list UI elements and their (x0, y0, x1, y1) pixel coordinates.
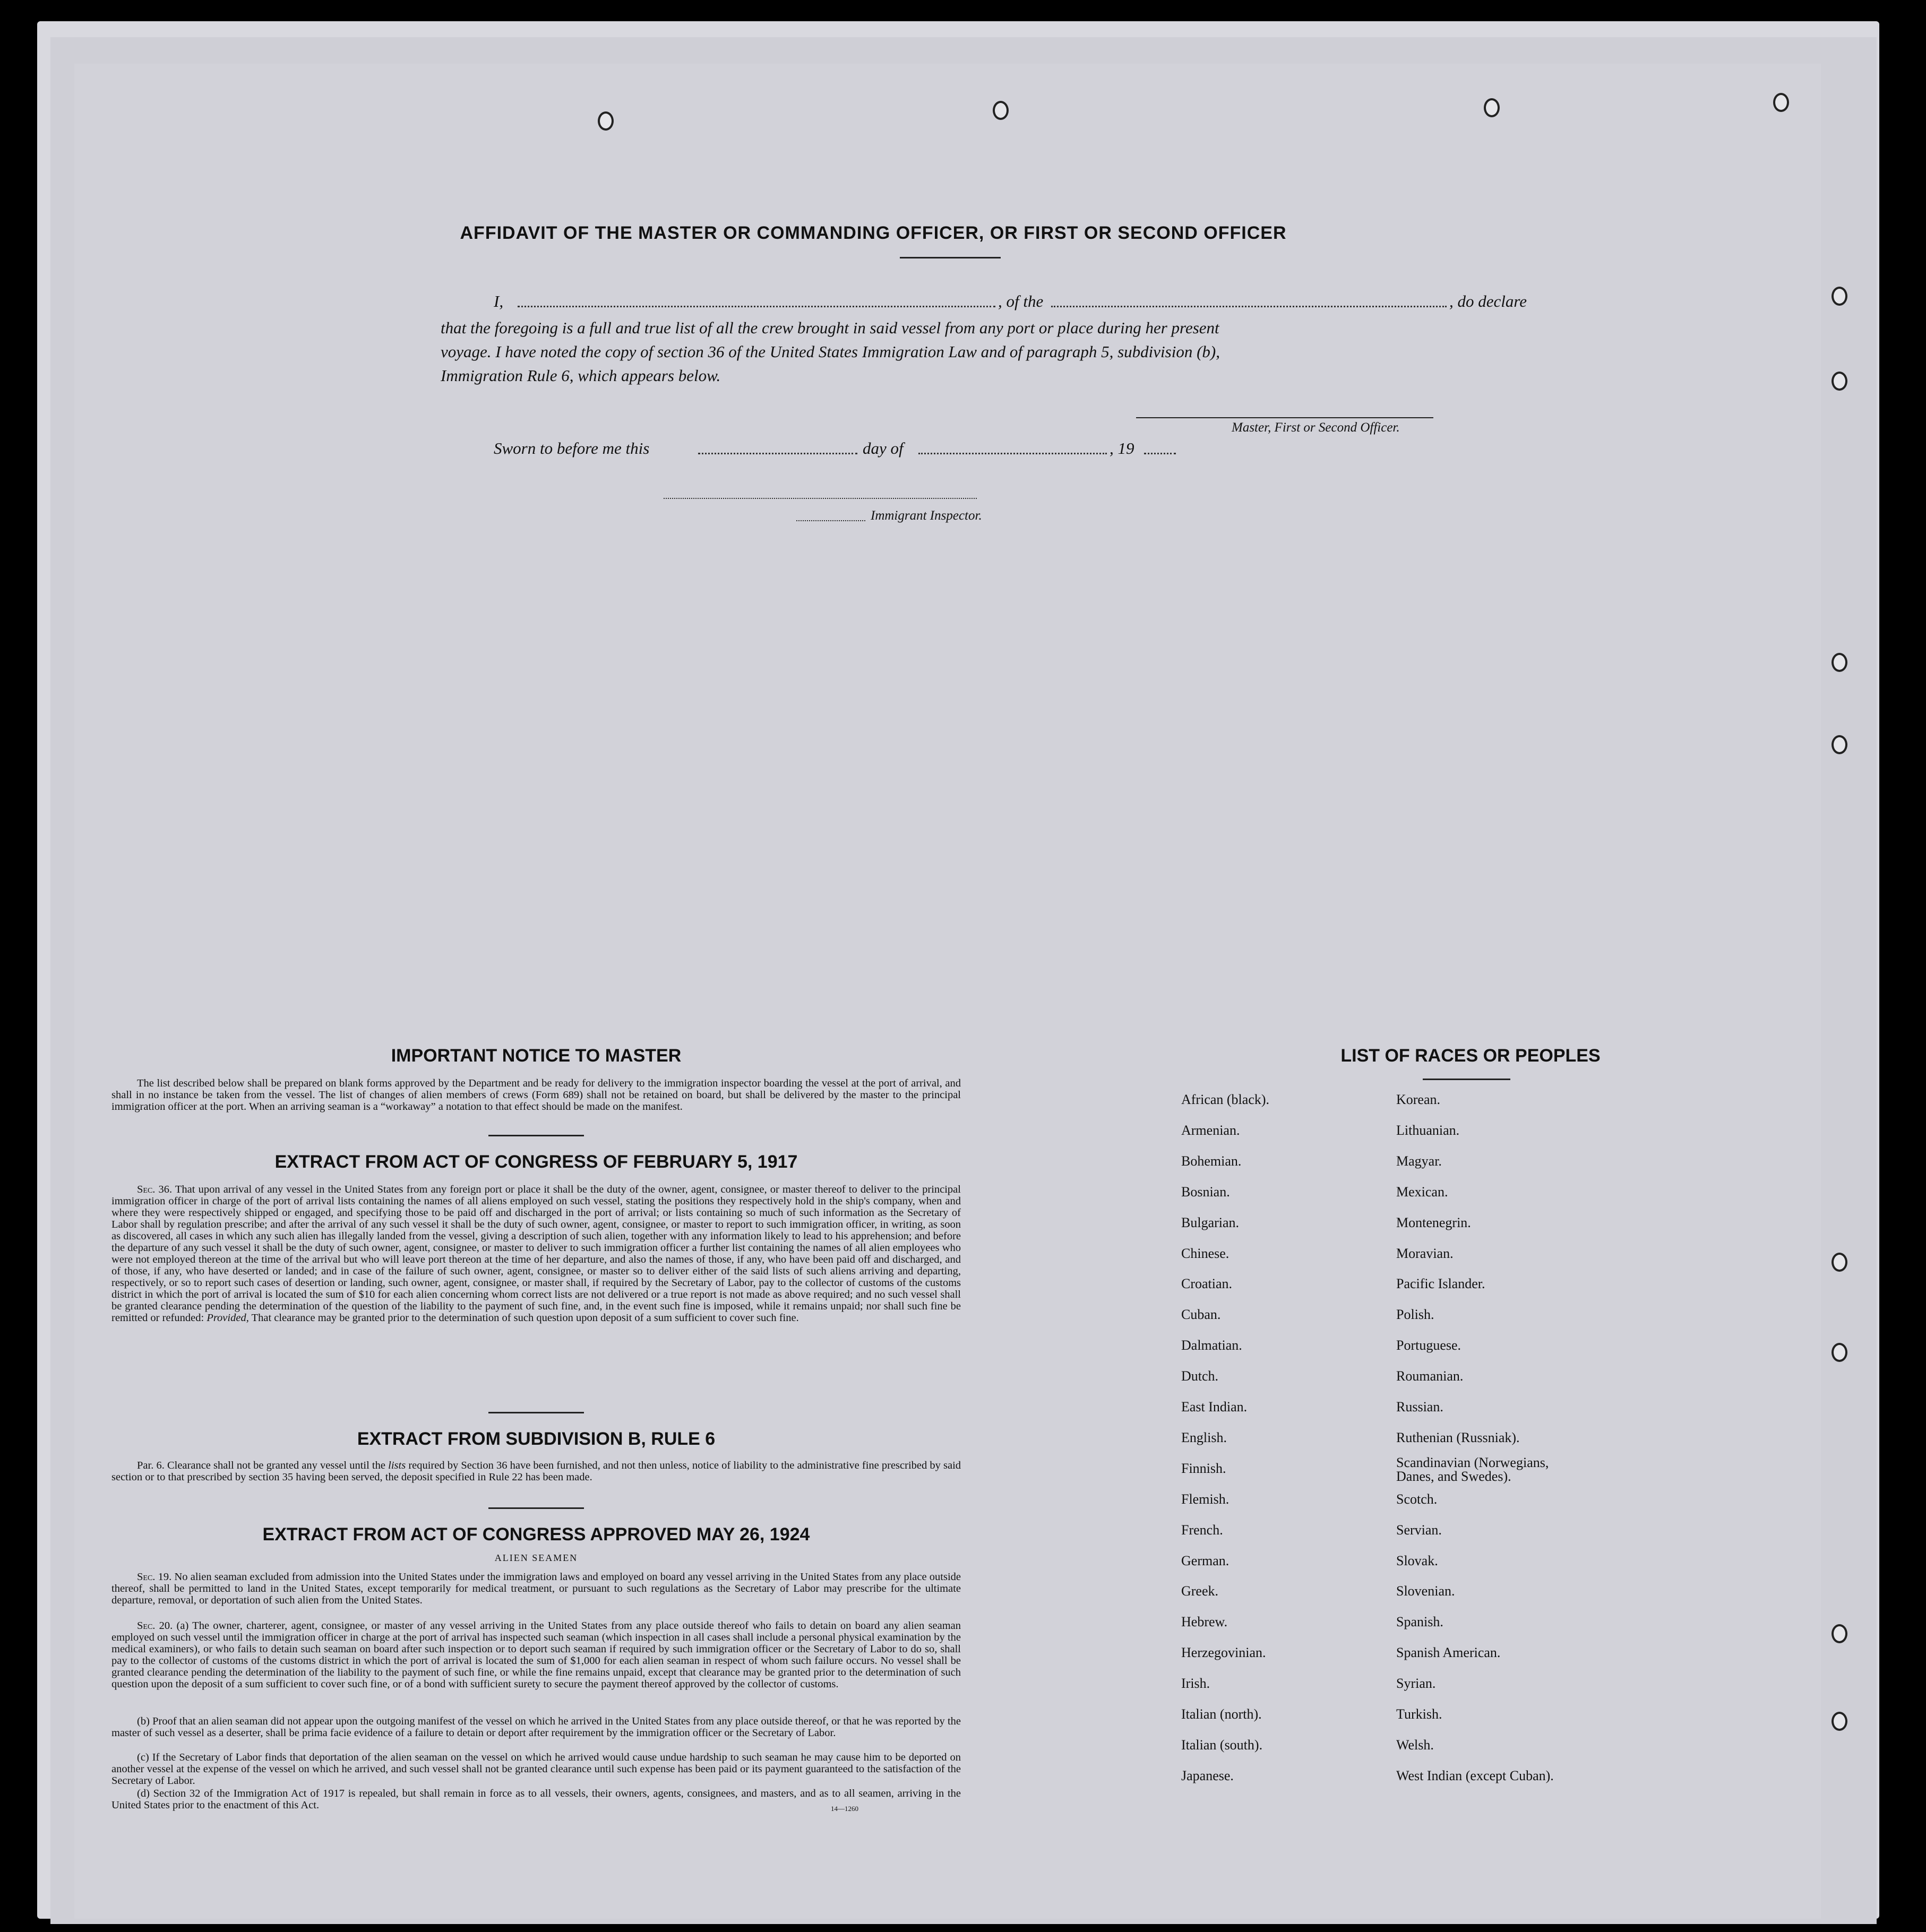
race-item: Turkish. (1396, 1706, 1442, 1722)
race-item: Polish. (1396, 1307, 1434, 1323)
race-item: Moravian. (1396, 1245, 1454, 1261)
affidavit-line-4: Immigration Rule 6, which appears below. (441, 366, 721, 385)
race-item: Roumanian. (1396, 1368, 1464, 1384)
sworn-date-blank (698, 453, 857, 454)
race-item: Italian (north). (1181, 1706, 1262, 1722)
sec-19-label: Sec. 19. (137, 1571, 172, 1583)
race-item: Finnish. (1181, 1460, 1226, 1476)
race-item: Bohemian. (1181, 1153, 1242, 1169)
race-item: Dalmatian. (1181, 1338, 1242, 1353)
punch-hole (993, 101, 1009, 120)
signature-label: Master, First or Second Officer. (1232, 420, 1400, 435)
punch-hole (1832, 1253, 1847, 1272)
punch-hole (1773, 93, 1789, 112)
race-item: German. (1181, 1552, 1229, 1568)
punch-hole (1832, 653, 1847, 672)
sworn-day-of: day of (863, 439, 904, 458)
punch-hole (1484, 98, 1500, 117)
race-item: Lithuanian. (1396, 1122, 1460, 1138)
inspector-lead-blank (796, 520, 865, 521)
sec-36-end: That clearance may be granted prior to the determination of such question upon deposit of a sum sufficient to cover such fine. (251, 1312, 799, 1324)
race-item: West Indian (except Cuban). (1396, 1767, 1554, 1783)
inspector-signature-blank (664, 498, 977, 499)
sec-20a-body: (a) The owner, charterer, agent, consignee, or master of any vessel arriving in the United States from any place outside thereof who fails to detain on board any alien seaman employed on such vessel until the immigration officer in charge at the port of arrival has inspected such seaman (which inspection in all cases shall include a personal physical examination by the medical examiners), or who fails to detain such seaman on board after such inspection or to deport such seaman if required by such immigration officer or the Secretary of Labor to do so, shall pay to the collector of customs of the customs district in which the port of arrival is located the sum of $1,000 for each alien seaman in respect of whom such failure occurs. No vessel shall be granted clearance pending the determination of the liability to the payment of such fine, or while the fine remains unpaid, except that clearance may be granted prior to the determination of such question upon the deposit of a sum sufficient to cover such fine, or of a bond with sufficient surety to secure the payment thereof approved by the collector of customs. (111, 1620, 961, 1690)
race-item: English. (1181, 1429, 1227, 1445)
punch-hole (1832, 372, 1847, 391)
race-item: Herzegovinian. (1181, 1645, 1266, 1661)
rule6-start: Par. 6. Clearance shall not be granted any vessel until the (137, 1460, 385, 1471)
race-item: Montenegrin. (1396, 1214, 1471, 1230)
race-item: Irish. (1181, 1676, 1210, 1692)
races-title: LIST OF RACES OR PEOPLES (1340, 1046, 1601, 1066)
affidavit-title: AFFIDAVIT OF THE MASTER OR COMMANDING OFFICER, OR FIRST OR SECOND OFFICER (460, 223, 1287, 243)
title-underline (900, 257, 1001, 258)
affidavit-line-i: I, (494, 292, 504, 310)
race-item: Bulgarian. (1181, 1214, 1240, 1230)
race-item: Dutch. (1181, 1368, 1219, 1384)
sec-19-text (111, 1571, 961, 1606)
race-item: Pacific Islander. (1396, 1276, 1485, 1292)
affidavit-of-the: , of the (998, 292, 1044, 310)
sec-20c-text: (c) If the Secretary of Labor finds that deportation of the alien seaman on the vessel on which he arrived would cause undue hardship to such seaman he may cause him to be deported on another vessel at the expense of the vessel on which he arrived, and such vessel shall not be granted clearance until such expense has been paid or its payment guaranteed to the satisfaction of the Secretary of Labor. (111, 1752, 961, 1787)
affidavit-line-3: voyage. I have noted the copy of section 36 of the United States Immigration Law and of paragraph 5, subdivision (b), (441, 342, 1220, 361)
race-item: Flemish. (1181, 1491, 1229, 1507)
race-item: Slovenian. (1396, 1583, 1455, 1599)
sec-36-label: Sec. 36. (137, 1184, 173, 1195)
race-item: Ruthenian (Russniak). (1396, 1429, 1520, 1445)
race-item: Scotch. (1396, 1491, 1438, 1507)
inspector-label: Immigrant Inspector. (871, 508, 982, 523)
notice-text: The list described below shall be prepared on blank forms approved by the Department and be ready for delivery to the immigration inspector boarding the vessel at the port of arrival, and shall in no instance be taken from the vessel. The list of changes of alien members of crews (Form 689) shall not be retained on board, but shall be delivered by the master to the principal immigration officer at the port. When an arriving seaman is a “workaway” a notation to that effect should be made on the manifest. (111, 1077, 961, 1112)
extract-rule6-divider (488, 1507, 584, 1509)
sec-20a-text (111, 1620, 961, 1690)
sec-20-label: Sec. 20. (137, 1620, 173, 1632)
name-blank (518, 306, 995, 307)
race-item: Mexican. (1396, 1184, 1448, 1200)
sec-20d-text: (d) Section 32 of the Immigration Act of 1917 is repealed, but shall remain in force as to all vessels, their owners, agents, consignees, and masters, and as to all seamen, arriving in the United States prior to the enactment of this Act. (111, 1788, 961, 1811)
race-item: Magyar. (1396, 1153, 1442, 1169)
extract-1917-divider (488, 1412, 584, 1413)
race-item: Portuguese. (1396, 1338, 1461, 1353)
vessel-blank (1051, 306, 1447, 307)
race-item: Cuban. (1181, 1307, 1221, 1323)
punch-hole (598, 111, 614, 131)
race-item: Korean. (1396, 1092, 1441, 1107)
race-item: Servian. (1396, 1522, 1442, 1538)
punch-hole (1832, 287, 1847, 306)
sec-36-body: That upon arrival of any vessel in the United States from any foreign port or place it shall be the duty of the owner, agent, consignee, or master thereof to deliver to the principal immigration officer in charge of the port of arrival lists containing the names of all aliens employed on such vessel, stating the positions they respectively hold in the ship's company, when and where they were respectively shipped or engaged, and specifying those to be paid off and discharged in the port of arrival; or lists containing so much of such information as the Secretary of Labor shall by regulation prescribe; and after the arrival of any such vessel it shall be the duty of such owner, agent, consignee, or master to report to such immigration officer, in writing, as soon as discovered, all cases in which any such alien has illegally landed from the vessel, giving a description of such alien, together with any information likely to lead to his apprehension; and before the departure of any such vessel it shall be the duty of such owner, agent, consignee, or master to deliver to such immigration officer a further list containing the names of all alien employees who were not employed thereon at the time of the arrival but who will leave port thereon at the time of her departure, and also the names of those, if any, who have been paid off and discharged, and of those, if any, who have deserted or landed; and in case of the failure of such owner, agent, consignee, or master so to deliver either of the said lists of such aliens arriving and departing, respectively, or so to report such cases of desertion or landing, such owner, agent, consignee, or master shall, if required by the Secretary of Labor, pay to the collector of customs of the customs district in which the port of arrival is located the sum of $10 for each alien concerning whom correct lists are not delivered or a true report is not made as above required; and no such vessel shall be granted clearance pending the determination of the question of the liability to the payment of such fine, and, in the event such fine is imposed, while it remains unpaid; nor shall such fine be remitted or refunded: (111, 1184, 961, 1324)
manifest-page (74, 64, 1821, 1919)
form-number: 14—1260 (831, 1805, 858, 1813)
punch-hole (1832, 1624, 1847, 1643)
punch-hole (1832, 1712, 1847, 1731)
extract-rule6-title: EXTRACT FROM SUBDIVISION B, RULE 6 (357, 1429, 716, 1449)
race-item: Syrian. (1396, 1676, 1436, 1692)
extract-rule6-text (111, 1460, 961, 1483)
race-item: Armenian. (1181, 1122, 1240, 1138)
notice-divider (488, 1135, 584, 1136)
race-item: Spanish American. (1396, 1645, 1501, 1661)
sec-19-body: No alien seaman excluded from admission into the United States under the immigration laws and employed on board any vessel arriving in the United States from any place outside thereof, shall be permitted to land in the United States, except temporarily for medical treatment, or pursuant to such regulations as the Secretary of Labor may prescribe for the ultimate departure, removal, or deportation of such alien from the United States. (111, 1571, 961, 1606)
race-item: Slovak. (1396, 1552, 1438, 1568)
signature-line (1136, 417, 1433, 418)
rule6-end: required by Section 36 have been furnished, and not then unless, notice of liability to the administrative fine prescribed by said section or to that prescribed by section 35 having been served, the deposit specified in Rule 22 has been made. (111, 1460, 961, 1483)
notice-title: IMPORTANT NOTICE TO MASTER (391, 1046, 682, 1066)
punch-hole (1832, 735, 1847, 754)
race-item: East Indian. (1181, 1399, 1248, 1414)
affidavit-declare: , do declare (1449, 292, 1527, 310)
sworn-month-blank (918, 453, 1107, 454)
race-item: Japanese. (1181, 1767, 1234, 1783)
extract-1924-title: EXTRACT FROM ACT OF CONGRESS APPROVED MAY 26, 1924 (262, 1524, 810, 1545)
race-item: Italian (south). (1181, 1737, 1263, 1753)
race-item: Croatian. (1181, 1276, 1233, 1292)
punch-hole (1832, 1343, 1847, 1362)
alien-seamen-subtitle: ALIEN SEAMEN (494, 1552, 578, 1563)
race-item: Russian. (1396, 1399, 1443, 1414)
races-title-underline (1423, 1079, 1510, 1080)
sec-20b-text: (b) Proof that an alien seaman did not appear upon the outgoing manifest of the vessel on which he arrived in the United States from any place outside thereof, or that he was reported by the master of such vessel as a deserter, shall be prima facie evidence of a failure to detain or deport after requirement by the immigration officer or the Secretary of Labor. (111, 1715, 961, 1739)
extract-1917-title: EXTRACT FROM ACT OF CONGRESS OF FEBRUARY 5, 1917 (274, 1152, 798, 1172)
race-item: Scandinavian (Norwegians, Danes, and Swedes). (1396, 1454, 1549, 1484)
race-item: Bosnian. (1181, 1184, 1230, 1200)
extract-1917-text (111, 1184, 961, 1324)
race-item: Spanish. (1396, 1614, 1443, 1630)
race-item: African (black). (1181, 1092, 1270, 1107)
race-item: Chinese. (1181, 1245, 1229, 1261)
sworn-year: , 19 (1110, 439, 1134, 458)
race-item: Greek. (1181, 1583, 1219, 1599)
affidavit-line-2: that the foregoing is a full and true list of all the crew brought in said vessel from any port or place during her present (441, 318, 1219, 337)
race-item: French. (1181, 1522, 1223, 1538)
provided-word: Provided, (207, 1312, 249, 1324)
lists-word: lists (388, 1460, 406, 1471)
sworn-year-blank (1144, 453, 1176, 454)
race-item: Welsh. (1396, 1737, 1434, 1753)
sworn-prefix: Sworn to before me this (494, 439, 650, 458)
race-item: Hebrew. (1181, 1614, 1228, 1630)
